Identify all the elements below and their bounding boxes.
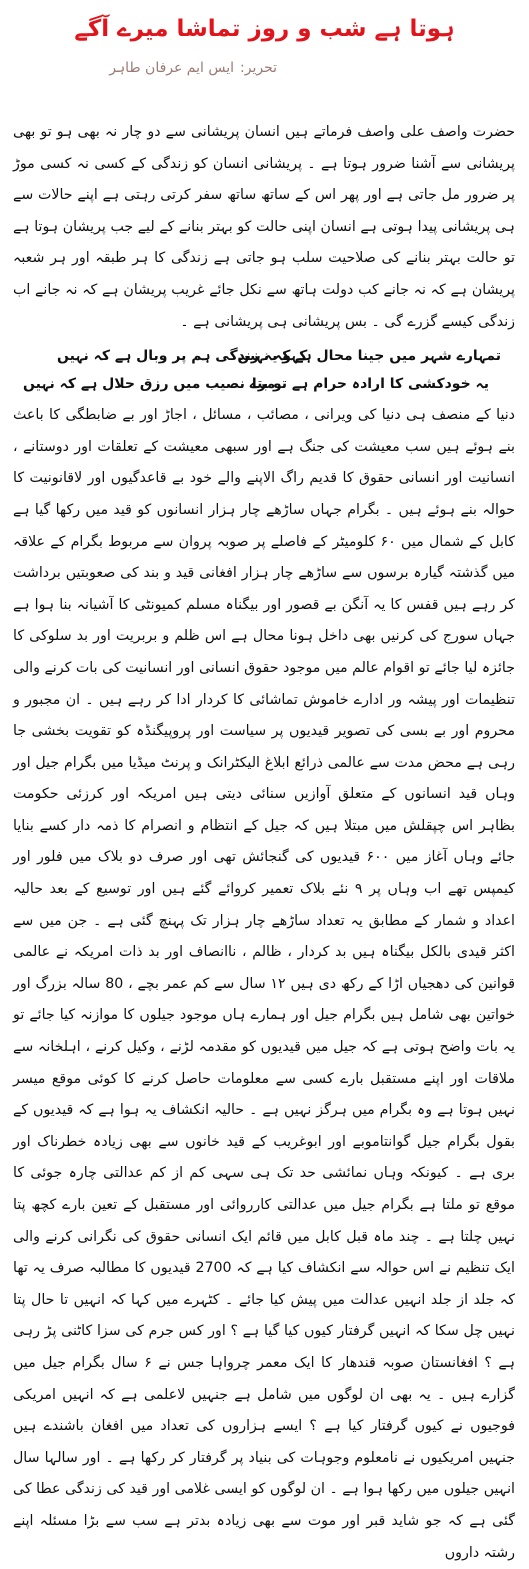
article-body — [13, 117, 515, 1569]
poem-block — [13, 338, 515, 400]
paragraph-intro: حضرت واصف علی واصف فرماتے ہیں انسان پریشانی سے دو چار نہ بھی ہو تو بھی پریشانی سے آشنا ضرور ہوتا ہے ۔ پریشانی انسان کو زندگی کے کسی نہ کسی موڑ پر ضرور مل جاتی ہے اور پھر اس کے ساتھ ساتھ سفر کرتی رہتی ہے اپنے حالات سے ہی پریشانی پیدا ہوتی ہے انسان اپنی حالت کو بہتر بنانے کے لیے جب پریشان ہوتا ہے تو حالت بہتر بنانے کی صلاحیت سلب ہو جاتی ہے زندگی کا ہر طبقہ اور ہر شعبہ پریشان ہے کہ نہ جانے کب دولت ہاتھ سے نکل جائے غریب پریشان ہے کہ نہ جانے اب زندگی کیسے گزرے گی ۔ بس پریشانی ہی پریشانی ہے ۔ — [13, 124, 515, 330]
poem-line-1-right: تمہارے شہر میں جینا محال ہے کہ نہیں — [237, 348, 501, 365]
author-name: ایس ایم عرفان طاہر — [109, 60, 234, 76]
author-byline — [109, 58, 277, 78]
poem-line-2-right: یہ خودکشی کا ارادہ حرام ہے تو بتا — [251, 376, 489, 393]
poem-line-1-left: کہو یہ زندگی ہم پر وبال ہے کہ نہیں — [57, 348, 308, 365]
article-title: ہوتا ہے شب و روز تماشا میرے آگے — [74, 16, 455, 42]
author-label: تحریر: — [240, 60, 277, 76]
poem-line-2-left: مرے نصیب میں رزق حلال ہے کہ نہیں — [23, 376, 276, 393]
paragraph-main: دنیا کے منصف ہی دنیا کی ویرانی ، مصائب ، مسائل ، اجاڑ اور بے ضابطگی کا باعث بنے ہوئے ہیں سب معیشت کی جنگ ہے اور سبھی معیشت کے تعلقات اور دوستانے ، انسانیت اور انسانی حقوق کا قدیم راگ الاپنے والے خود بے قاعدگیوں اور لاقانونیت کا حوالہ بنے ہوئے ہیں ۔ بگرام جہاں ساڑھے چار ہزار انسانوں کو قید میں رکھا گیا ہے کابل کے شمال میں ۶۰ کلومیٹر کے فاصلے پر صوبہ پروان سے مربوط بگرام کے علاقہ میں گذشتہ گیارہ برسوں سے ساڑھے چار ہزار افغانی قید و بند کی صعوبتیں برداشت کر رہے ہیں قفس کا یہ آنگن بے قصور اور بیگناہ مسلم کمیونٹی کا آشیانہ بنا ہوا ہے جہاں سورج کی کرنیں بھی داخل ہونا محال ہے اس ظلم و بربریت اور بد سلوکی کا جائزہ لیا جائے تو اقوام عالم میں موجود حقوق انسانی اور انسانیت کی بات کرنے والی تنظیمات اور پیشہ ور ادارے خاموش تماشائی کا کردار ادا کر رہے ہیں ۔ ان مجبور و محروم اور بے بسی کی تصویر قیدیوں پر سیاست اور پروپیگنڈہ کو تقویت بخشی جا رہی ہے محض مدت سے عالمی ذرائع ابلاغ الیکٹرانک و پرنٹ میڈیا میں بگرام جیل اور وہاں قید انسانوں کے متعلق آوازیں سنائی دیتی ہیں امریکہ اور کرزئی حکومت بظاہر اس چپقلش میں مبتلا ہیں کہ جیل کے انتظام و انصرام کا ذمہ دار کسے بنایا جائے وہاں آغاز میں ۶۰۰ قیدیوں کی گنجائش تھی اور صرف دو بلاک میں فلور اور کیمپس تھے اب وہاں پر ۹ نئے بلاک تعمیر کروائے گئے ہیں اور توسیع کے بعد حالیہ اعداد و شمار کے مطابق یہ تعداد ساڑھے چار ہزار تک پہنچ گئی ہے ۔ جن میں سے اکثر قیدی بالکل بیگناہ ہیں بد کردار ، ظالم ، ناانصاف اور بد ذات امریکہ نے عالمی قوانین کی دھجیاں اڑا کے رکھ دی ہیں ۱۲ سال سے کم عمر بچے ، 80 سالہ بزرگ اور خواتین بھی شامل ہیں بگرام جیل اور ہمارے ہاں موجود جیلوں کا موازنہ کیا جائے تو یہ بات واضح ہوتی ہے کہ جیل میں قیدیوں کو مقدمہ لڑنے ، وکیل کرنے ، اہلخانہ سے ملاقات اور اپنے مستقبل بارے کسی سے معلومات حاصل کرنے کا کوئی موقع میسر نہیں ہوتا ہے وہ بگرام میں ہرگز نہیں ہے ۔ حالیہ انکشاف یہ ہوا ہے کہ قیدیوں کے بقول بگرام جیل گوانتاموبے اور ابوغریب کے قید خانوں سے بھی زیادہ خطرناک اور بری ہے ۔ کیونکہ وہاں نمائشی حد تک ہی سہی کم از کم عدالتی چارہ جوئی کا موقع تو ملتا ہے بگرام جیل میں عدالتی کارروائی اور مستقبل کے تعین بارے کچھ پتا نہیں چلتا ہے ۔ چند ماہ قبل کابل میں قائم ایک انسانی حقوق کی نگرانی کرنے والی ایک تنظیم نے اس حوالہ سے انکشاف کیا ہے کہ 2700 قیدیوں کا مطالبہ صرف یہ تھا کہ جلد از جلد انہیں عدالت میں پیش کیا جائے ۔ کٹہرے میں کہا کہ انہیں تا حال پتا نہیں چل سکا کہ انہیں گرفتار کیوں کیا گیا ہے ؟ اور کس جرم کی سزا کاٹنی پڑ رہی ہے ؟ افغانستان صوبہ قندھار کا ایک معمر چرواہا جس نے ۶ سال بگرام جیل میں گزارے ہیں ۔ یہ بھی ان لوگوں میں شامل ہے جنہیں لاعلمی ہے کہ انہیں امریکی فوجیوں نے کیوں گرفتار کیا ہے ؟ ایسے ہزاروں کی تعداد میں افغان باشندے ہیں جنہیں امریکیوں نے نامعلوم وجوہات کی بنیاد پر گرفتار کر رکھا ہے ۔ اور سالہا سال انہیں جیلوں میں رکھا ہوا ہے ۔ ان لوگوں کو ایسی غلامی اور قید کی زندگی عطا کی گئی ہے کہ جو شاید قبر اور موت سے بھی زیادہ بدتر ہے سب سے بڑا مسئلہ اپنے رشتہ داروں — [13, 407, 516, 1561]
